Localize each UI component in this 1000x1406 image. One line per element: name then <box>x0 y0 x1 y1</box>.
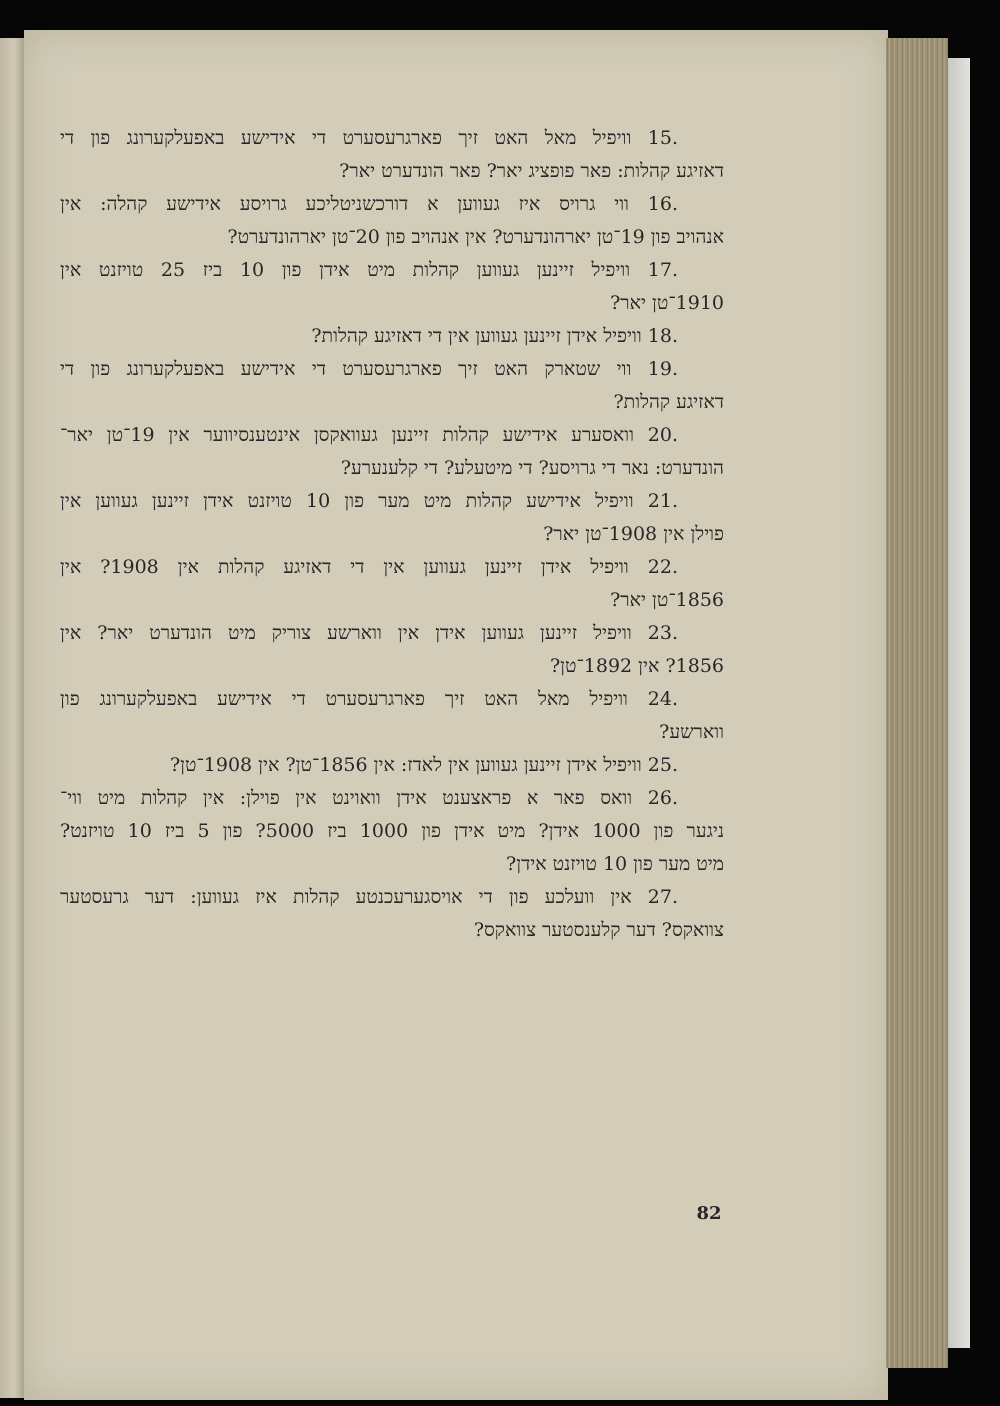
question-item <box>60 188 724 254</box>
question-list <box>60 122 724 947</box>
question-item <box>60 419 724 485</box>
question-item <box>60 617 724 683</box>
endpaper <box>948 58 970 1348</box>
facing-page-edge <box>0 38 24 1398</box>
question-line: .18 וויפיל אידן זיינען געווען אין די דאזיגע קהלות? <box>311 325 678 347</box>
question-line: .27 אין וועלכע פון די אויסגערעכנטע קהלות איז געווען: דער גרעסטער <box>60 886 678 908</box>
question-line: 1910־טן יאר? <box>610 292 724 314</box>
question-line: .16 ווי גרויס איז געווען א דורכשניטליכע גרויסע אידישע קהלה: אין <box>60 193 678 215</box>
question-line: הונדערט: נאר די גרויסע? די מיטעלע? די קלענערע? <box>340 457 724 479</box>
question-item <box>60 353 724 419</box>
question-line: אנהויב פון 19־טן יארהונדערט? אין אנהויב פון 20־טן יארהונדערט? <box>227 226 724 248</box>
question-line: .17 וויפיל זיינען געווען קהלות מיט אידן פון 10 ביז 25 טויזנט אין <box>60 259 679 281</box>
question-line: .21 וויפיל אידישע קהלות מיט מער פון 10 טויזנט אידן זיינען געווען אין <box>60 490 678 512</box>
question-item <box>60 881 724 947</box>
question-line: .20 וואסערע אידישע קהלות זיינען געוואקסן אינטענסיווער אין 19־טן יאר־ <box>60 424 679 446</box>
question-item <box>60 485 724 551</box>
question-line: .25 וויפיל אידן זיינען געווען אין לאדז: אין 1856־טן? אין 1908־טן? <box>170 754 678 776</box>
question-line: ניגער פון 1000 אידן? מיט אידן פון 1000 ביז 5000? פון 5 ביז 10 טויזנט? <box>60 820 725 842</box>
question-line: צוואקס? דער קלענסטער צוואקס? <box>473 919 724 941</box>
question-line: 1856? אין 1892־טן? <box>550 655 724 677</box>
question-item <box>60 782 724 881</box>
question-item <box>60 683 724 749</box>
question-line: .23 וויפיל זיינען געווען אידן אין ווארשע צוריק מיט הונדערט יאר? אין <box>60 622 678 644</box>
question-line: פוילן אין 1908־טן יאר? <box>543 523 724 545</box>
question-item <box>60 122 724 188</box>
question-line: מיט מער פון 10 טויזנט אידן? <box>506 853 724 875</box>
question-line: .22 וויפיל אידן זיינען געווען אין די דאזיגע קהלות אין 1908? אין <box>60 556 679 578</box>
question-line: .19 ווי שטארק האט זיך פארגרעסערט די אידישע באפעלקערונג פון די <box>60 358 678 380</box>
question-line: ווארשע? <box>659 721 724 743</box>
question-line: דאזיגע קהלות? <box>613 391 724 413</box>
question-line: דאזיגע קהלות: פאר פופציג יאר? פאר הונדערט יאר? <box>339 160 724 182</box>
question-item <box>60 254 724 320</box>
page-stack-edges <box>886 38 948 1368</box>
page-number: 82 <box>696 1203 722 1224</box>
question-line: 1856־טן יאר? <box>610 589 724 611</box>
question-line: .24 וויפיל מאל האט זיך פארגרעסערט די אידישע באפעלקערונג פון <box>60 688 678 710</box>
question-item <box>60 551 724 617</box>
question-line: .15 וויפיל מאל האט זיך פארגרעסערט די אידישע באפעלקערונג פון די <box>60 127 678 149</box>
question-line: .26 וואס פאר א פראצענט אידן וואוינט אין פוילן: אין קהלות מיט ווי־ <box>60 787 678 809</box>
question-item <box>60 749 724 782</box>
question-item <box>60 320 724 353</box>
